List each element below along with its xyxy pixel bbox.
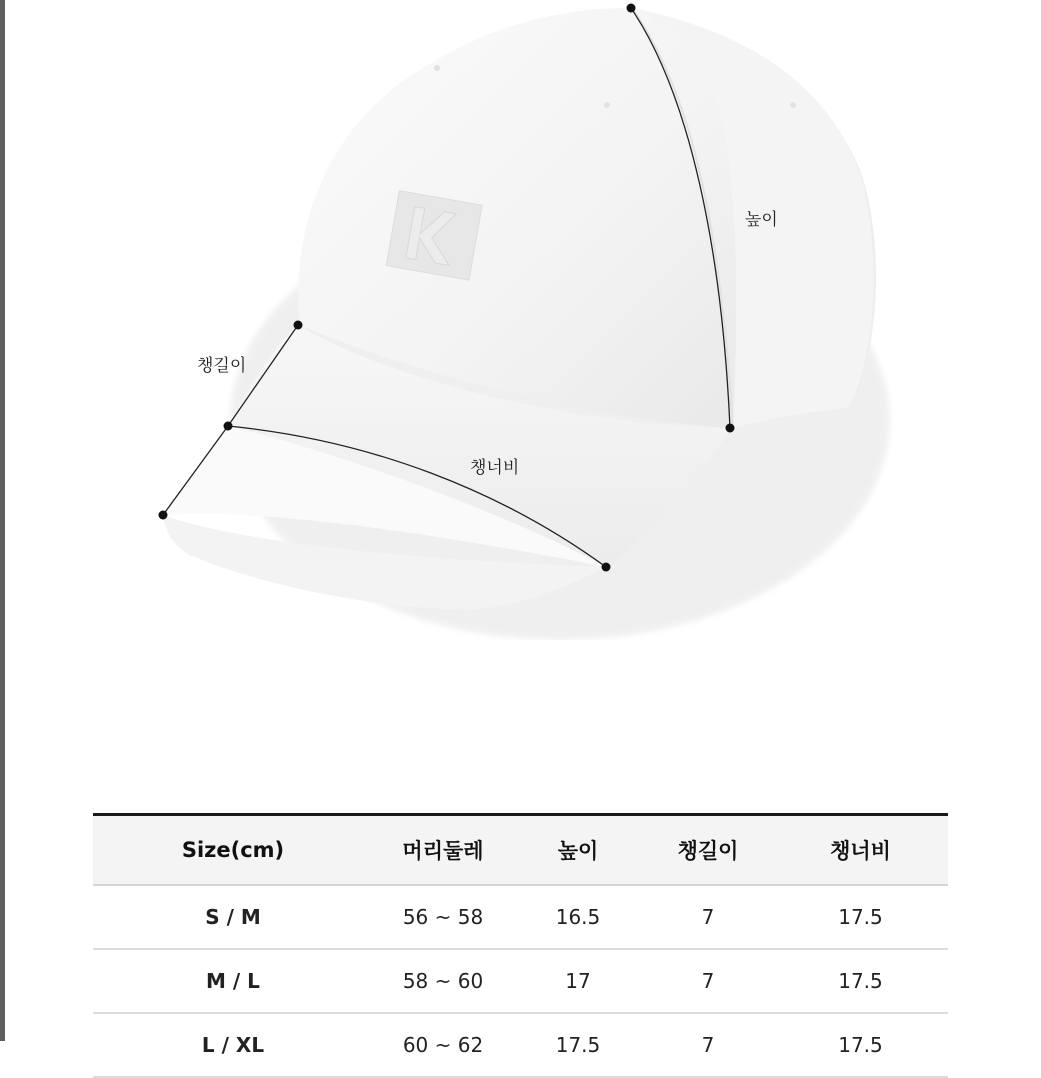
table-row: [93, 885, 948, 949]
height-cell: 16.5: [513, 885, 643, 949]
header-brim-width: 챙너비: [773, 815, 948, 886]
head-circumference-cell: 60 ~ 62: [373, 1013, 513, 1077]
brim-length-cell: 7: [643, 1013, 773, 1077]
brim-length-cell: 7: [643, 949, 773, 1013]
brim-width-cell: 17.5: [773, 949, 948, 1013]
table-row: [93, 949, 948, 1013]
header-height: 높이: [513, 815, 643, 886]
measure-point: [627, 4, 636, 13]
header-head-circumference: 머리둘레: [373, 815, 513, 886]
table-row: [93, 1013, 948, 1077]
head-circumference-cell: 58 ~ 60: [373, 949, 513, 1013]
height-cell: 17: [513, 949, 643, 1013]
size-cell: M / L: [93, 949, 373, 1013]
header-size: Size(cm): [93, 815, 373, 886]
size-table: [93, 813, 948, 1078]
logo-patch: [386, 191, 482, 280]
header-brim-length: 챙길이: [643, 815, 773, 886]
measure-point: [224, 422, 233, 431]
head-circumference-cell: 56 ~ 58: [373, 885, 513, 949]
measure-point: [726, 424, 735, 433]
brim-width-label: 챙너비: [470, 458, 520, 478]
size-table-header-row: [93, 815, 948, 886]
brim-width-cell: 17.5: [773, 885, 948, 949]
height-cell: 17.5: [513, 1013, 643, 1077]
measure-point: [159, 511, 168, 520]
measure-point: [294, 321, 303, 330]
brim-length-label: 챙길이: [197, 356, 247, 376]
brim-length-cell: 7: [643, 885, 773, 949]
size-cell: L / XL: [93, 1013, 373, 1077]
height-label: 높이: [745, 210, 778, 230]
size-cell: S / M: [93, 885, 373, 949]
measure-point: [602, 563, 611, 572]
brim-width-cell: 17.5: [773, 1013, 948, 1077]
